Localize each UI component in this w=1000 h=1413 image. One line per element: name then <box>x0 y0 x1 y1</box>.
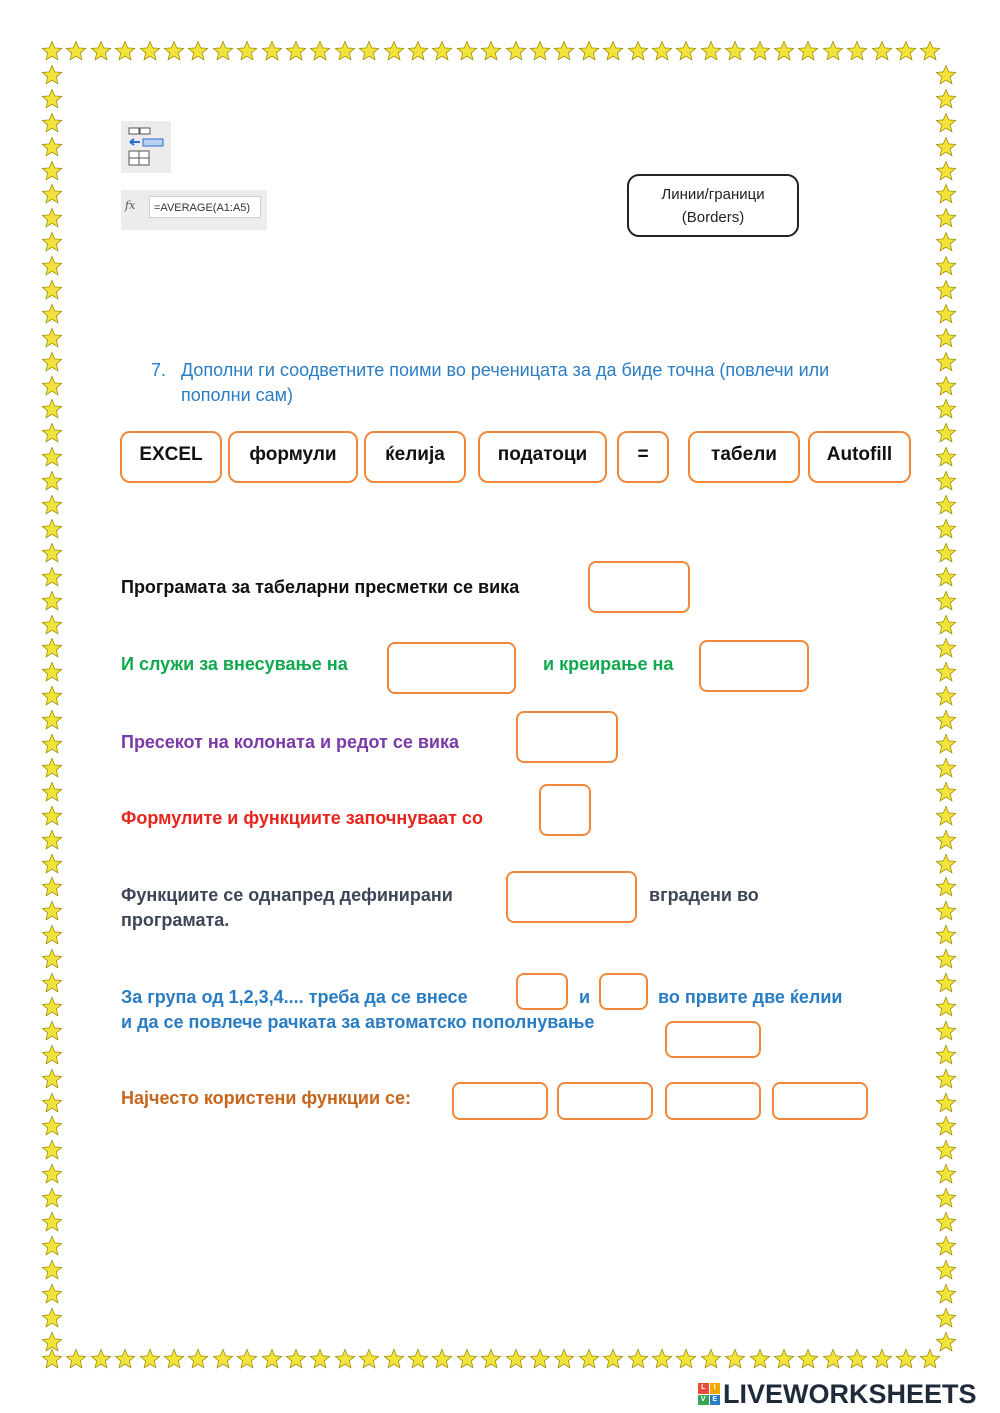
star-icon <box>41 279 63 301</box>
sentence-2a: И служи за внесување на <box>121 654 348 674</box>
star-icon <box>822 1348 844 1370</box>
star-icon <box>529 40 551 62</box>
star-icon <box>935 446 957 468</box>
star-icon <box>935 1187 957 1209</box>
star-icon <box>935 876 957 898</box>
star-icon <box>41 1115 63 1137</box>
star-icon <box>935 781 957 803</box>
star-icon <box>935 112 957 134</box>
star-icon <box>935 900 957 922</box>
star-icon <box>41 829 63 851</box>
star-icon <box>935 829 957 851</box>
star-icon <box>41 1283 63 1305</box>
star-icon <box>236 1348 258 1370</box>
star-icon <box>41 566 63 588</box>
star-icon <box>41 470 63 492</box>
star-icon <box>41 1068 63 1090</box>
star-icon <box>749 1348 771 1370</box>
star-icon <box>456 40 478 62</box>
sentence-1: Програмата за табеларни пресметки се вика <box>121 577 520 597</box>
star-icon <box>871 40 893 62</box>
star-icon <box>602 40 624 62</box>
star-icon <box>41 351 63 373</box>
star-icon <box>41 112 63 134</box>
star-icon <box>41 1163 63 1185</box>
star-icon <box>529 1348 551 1370</box>
star-icon <box>41 327 63 349</box>
star-icon <box>407 40 429 62</box>
sentence-6c: во првите две ќелии <box>658 987 843 1007</box>
sentence-3: Пресекот на колоната и редот се вика <box>121 732 460 752</box>
star-icon <box>935 160 957 182</box>
word-kelija[interactable]: ќелија <box>364 431 466 483</box>
insert-cells-icon <box>121 121 171 173</box>
borders-label-box <box>627 174 799 237</box>
fx-icon: fx <box>125 199 136 212</box>
star-icon <box>41 422 63 444</box>
star-icon <box>41 494 63 516</box>
star-icon <box>139 1348 161 1370</box>
word-formuli[interactable]: формули <box>228 431 358 483</box>
star-icon <box>41 924 63 946</box>
drop-box-11[interactable] <box>557 1082 653 1120</box>
star-icon <box>553 1348 575 1370</box>
drop-box-9[interactable] <box>665 1021 761 1058</box>
star-icon <box>285 1348 307 1370</box>
star-icon <box>578 1348 600 1370</box>
star-icon <box>41 40 63 62</box>
star-icon <box>935 1235 957 1257</box>
star-icon <box>935 422 957 444</box>
star-icon <box>651 1348 673 1370</box>
question-text: Дополни ги соодветните поими во реченицата за да биде точна (повлечи или пополни сам) <box>181 360 830 405</box>
sentence-6d: и да се повлече рачката за автоматско пополнување <box>121 1012 595 1032</box>
star-icon <box>935 853 957 875</box>
star-icon <box>919 40 941 62</box>
formula-input: =AVERAGE(A1:A5) <box>149 196 261 218</box>
star-icon <box>935 1283 957 1305</box>
drop-box-10[interactable] <box>452 1082 548 1120</box>
star-icon <box>935 948 957 970</box>
drop-box-4[interactable] <box>516 711 618 763</box>
star-icon <box>41 1211 63 1233</box>
star-icon <box>212 40 234 62</box>
star-icon <box>935 590 957 612</box>
star-icon <box>383 1348 405 1370</box>
star-icon <box>553 40 575 62</box>
star-icon <box>41 876 63 898</box>
star-icon <box>41 733 63 755</box>
star-icon <box>41 1187 63 1209</box>
star-icon <box>285 40 307 62</box>
sentence-7: Најчесто користени функции се: <box>121 1088 412 1108</box>
sentence-4: Формулите и функциите започнуваат со <box>121 808 483 828</box>
star-icon <box>41 64 63 86</box>
star-icon <box>41 1139 63 1161</box>
star-icon <box>627 40 649 62</box>
star-icon <box>935 183 957 205</box>
star-icon <box>935 733 957 755</box>
star-icon <box>724 1348 746 1370</box>
star-icon <box>114 40 136 62</box>
liveworksheets-logo <box>698 1378 977 1410</box>
drop-box-12[interactable] <box>665 1082 761 1120</box>
star-icon <box>187 40 209 62</box>
star-icon <box>65 1348 87 1370</box>
star-icon <box>675 1348 697 1370</box>
star-icon <box>505 40 527 62</box>
sentence-2b: и креирање на <box>543 654 674 674</box>
star-icon <box>627 1348 649 1370</box>
question-number: 7. <box>151 360 167 380</box>
star-icon <box>935 279 957 301</box>
star-icon <box>480 40 502 62</box>
star-icon <box>935 518 957 540</box>
star-icon <box>935 351 957 373</box>
star-icon <box>41 88 63 110</box>
sentence-5c: програмата. <box>121 910 230 930</box>
star-icon <box>41 661 63 683</box>
star-icon <box>431 40 453 62</box>
star-icon <box>41 590 63 612</box>
star-icon <box>935 661 957 683</box>
star-icon <box>358 40 380 62</box>
borders-label-line2: (Borders) <box>681 208 745 226</box>
star-icon <box>935 1139 957 1161</box>
star-icon <box>41 757 63 779</box>
drop-box-13[interactable] <box>772 1082 868 1120</box>
star-icon <box>41 1044 63 1066</box>
star-icon <box>935 1020 957 1042</box>
formula-bar <box>121 190 267 230</box>
star-icon <box>41 446 63 468</box>
word-autofill[interactable]: Autofill <box>808 431 911 483</box>
star-icon <box>935 1068 957 1090</box>
star-icon <box>822 40 844 62</box>
star-icon <box>41 948 63 970</box>
star-icon <box>935 494 957 516</box>
word-equals[interactable]: = <box>617 431 669 483</box>
star-icon <box>41 1092 63 1114</box>
star-icon <box>41 1235 63 1257</box>
star-icon <box>935 1044 957 1066</box>
star-icon <box>41 853 63 875</box>
borders-label-line1: Линии/граници <box>661 185 765 203</box>
word-podatoci[interactable]: податоци <box>478 431 607 483</box>
star-icon <box>309 40 331 62</box>
star-icon <box>261 40 283 62</box>
star-icon <box>935 255 957 277</box>
star-icon <box>700 40 722 62</box>
drop-box-5[interactable] <box>539 784 591 836</box>
star-icon <box>41 996 63 1018</box>
star-icon <box>935 1307 957 1329</box>
star-icon <box>935 614 957 636</box>
sentence-5b: вградени во <box>649 885 759 905</box>
star-icon <box>41 1331 63 1353</box>
star-icon <box>41 255 63 277</box>
star-icon <box>407 1348 429 1370</box>
star-icon <box>41 614 63 636</box>
star-icon <box>236 40 258 62</box>
star-icon <box>41 1259 63 1281</box>
drop-box-3[interactable] <box>699 640 809 692</box>
star-icon <box>41 398 63 420</box>
star-icon <box>431 1348 453 1370</box>
star-icon <box>41 1307 63 1329</box>
star-icon <box>41 542 63 564</box>
star-icon <box>480 1348 502 1370</box>
star-icon <box>895 40 917 62</box>
star-icon <box>773 40 795 62</box>
star-icon <box>505 1348 527 1370</box>
star-icon <box>935 88 957 110</box>
star-icon <box>935 470 957 492</box>
star-icon <box>749 40 771 62</box>
star-icon <box>935 1331 957 1353</box>
star-icon <box>41 709 63 731</box>
star-icon <box>935 996 957 1018</box>
word-tabeli[interactable]: табели <box>688 431 800 483</box>
star-icon <box>935 1115 957 1137</box>
star-icon <box>935 924 957 946</box>
star-icon <box>358 1348 380 1370</box>
star-icon <box>935 542 957 564</box>
star-icon <box>41 136 63 158</box>
star-icon <box>935 231 957 253</box>
star-icon <box>935 375 957 397</box>
liveworksheets-mark-icon: L I V E <box>698 1383 720 1405</box>
star-icon <box>724 40 746 62</box>
star-icon <box>114 1348 136 1370</box>
word-excel[interactable]: EXCEL <box>120 431 222 483</box>
star-icon <box>935 64 957 86</box>
star-icon <box>935 398 957 420</box>
star-icon <box>41 160 63 182</box>
star-icon <box>187 1348 209 1370</box>
star-icon <box>935 327 957 349</box>
star-icon <box>456 1348 478 1370</box>
star-icon <box>41 518 63 540</box>
star-icon <box>846 1348 868 1370</box>
star-icon <box>602 1348 624 1370</box>
star-icon <box>675 40 697 62</box>
star-icon <box>334 1348 356 1370</box>
star-icon <box>163 1348 185 1370</box>
drop-box-7[interactable] <box>516 973 568 1010</box>
star-icon <box>935 1259 957 1281</box>
star-icon <box>935 1211 957 1233</box>
star-icon <box>334 40 356 62</box>
star-icon <box>41 231 63 253</box>
star-icon <box>41 637 63 659</box>
star-icon <box>41 972 63 994</box>
star-icon <box>41 303 63 325</box>
star-icon <box>700 1348 722 1370</box>
star-icon <box>578 40 600 62</box>
star-icon <box>797 40 819 62</box>
star-icon <box>41 207 63 229</box>
star-icon <box>212 1348 234 1370</box>
star-icon <box>41 1020 63 1042</box>
star-icon <box>797 1348 819 1370</box>
drop-box-1[interactable] <box>588 561 690 613</box>
star-icon <box>935 566 957 588</box>
star-icon <box>935 709 957 731</box>
star-icon <box>41 805 63 827</box>
star-icon <box>773 1348 795 1370</box>
star-icon <box>895 1348 917 1370</box>
drop-box-8[interactable] <box>599 973 648 1010</box>
star-icon <box>935 136 957 158</box>
star-icon <box>65 40 87 62</box>
star-icon <box>41 685 63 707</box>
star-icon <box>935 207 957 229</box>
star-icon <box>846 40 868 62</box>
liveworksheets-text: LIVEWORKSHEETS <box>723 1378 977 1409</box>
star-icon <box>261 1348 283 1370</box>
star-icon <box>90 40 112 62</box>
star-icon <box>935 685 957 707</box>
star-icon <box>935 1092 957 1114</box>
star-icon <box>935 757 957 779</box>
star-icon <box>309 1348 331 1370</box>
star-icon <box>41 900 63 922</box>
star-icon <box>139 40 161 62</box>
star-icon <box>651 40 673 62</box>
sentence-6a: За група од 1,2,3,4.... треба да се внесе <box>121 987 468 1007</box>
drop-box-2[interactable] <box>387 642 516 694</box>
star-icon <box>871 1348 893 1370</box>
sentence-6b: и <box>579 987 591 1007</box>
sentence-5a: Функциите се однапред дефинирани <box>121 885 453 905</box>
star-icon <box>935 303 957 325</box>
star-icon <box>935 1163 957 1185</box>
drop-box-6[interactable] <box>506 871 637 923</box>
star-icon <box>935 637 957 659</box>
star-icon <box>935 972 957 994</box>
star-icon <box>41 375 63 397</box>
star-icon <box>90 1348 112 1370</box>
star-icon <box>41 183 63 205</box>
star-icon <box>163 40 185 62</box>
star-icon <box>41 781 63 803</box>
star-icon <box>935 805 957 827</box>
star-icon <box>383 40 405 62</box>
